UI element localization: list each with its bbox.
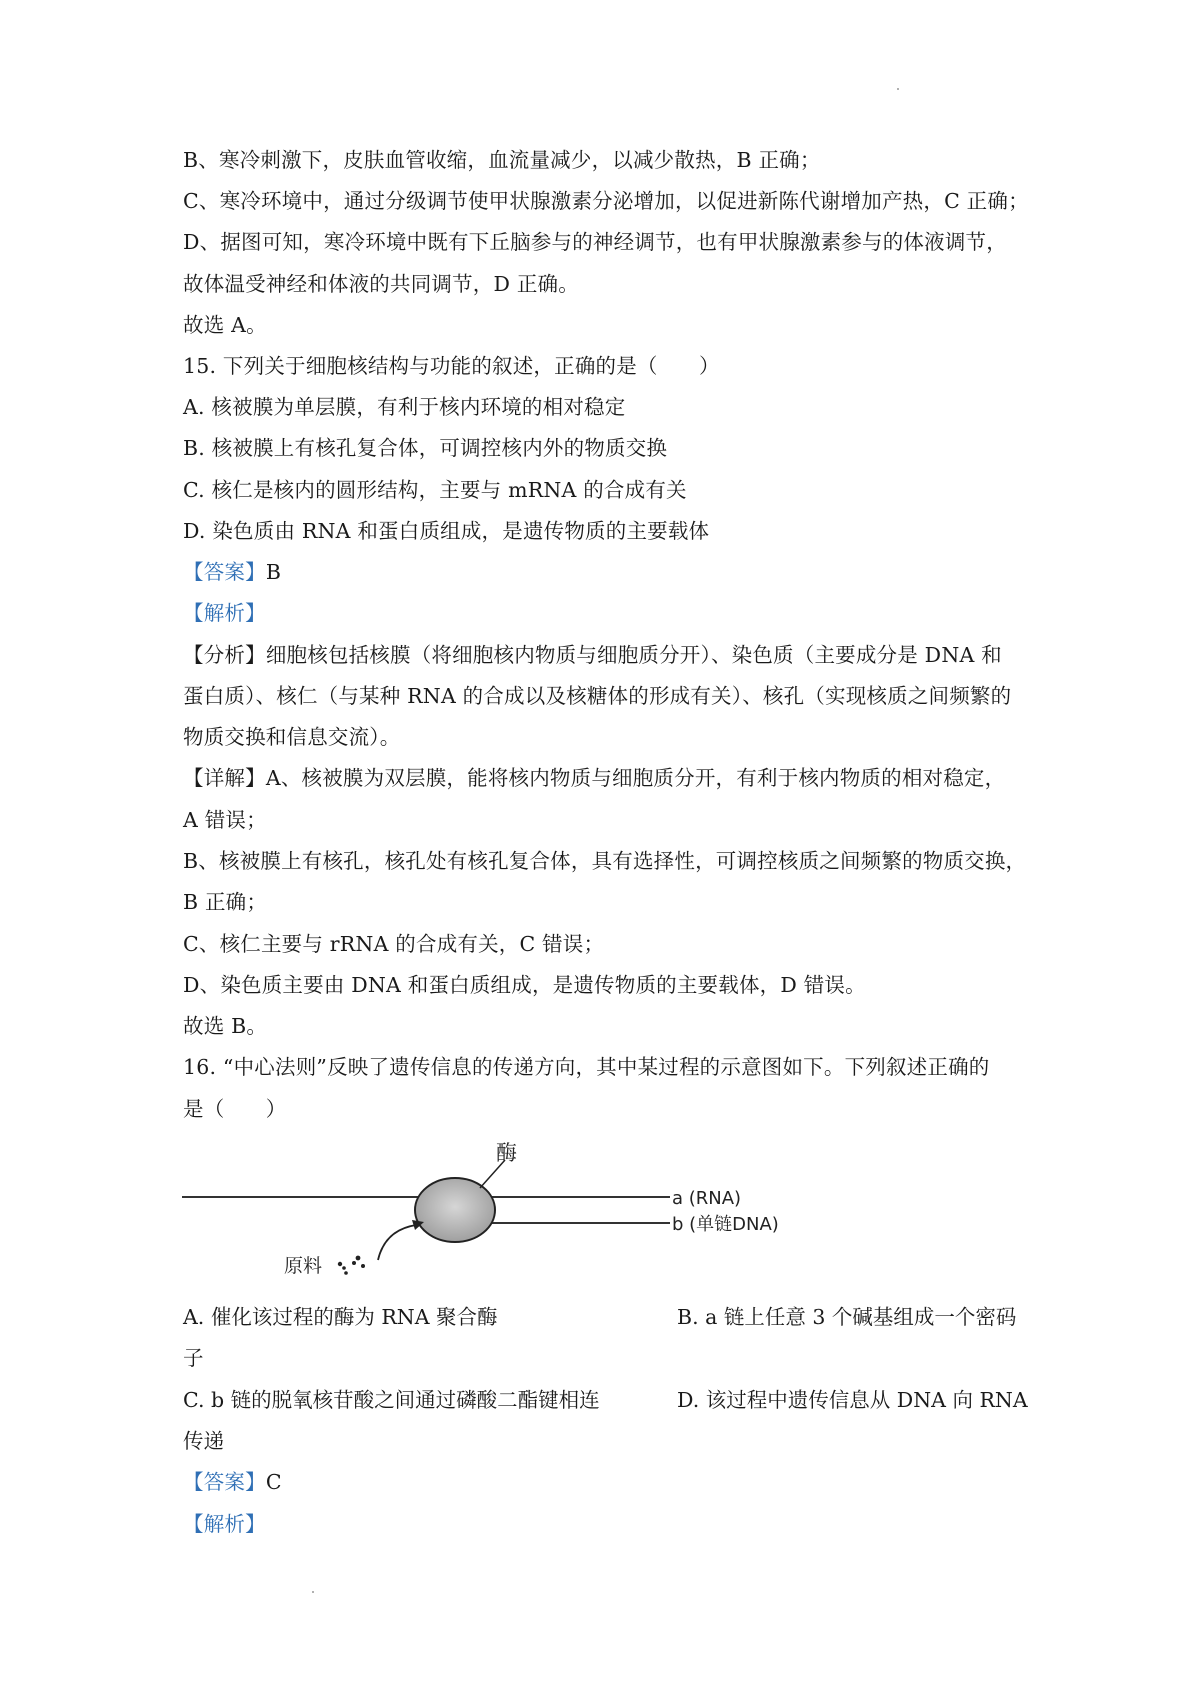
xiangjie-text: A、核被膜为双层膜，能将核内物质与细胞质分开，有利于核内物质的相对稳定，: [265, 766, 1006, 790]
scan-dot: [897, 88, 899, 90]
q15-xiangjie-line: A 错误；: [183, 808, 267, 832]
text-line: 故体温受神经和体液的共同调节，D 正确。: [183, 272, 579, 296]
q15-option-a: A. 核被膜为单层膜，有利于核内环境的相对稳定: [183, 395, 626, 419]
q15-option-b: B. 核被膜上有核孔复合体，可调控核内外的物质交换: [183, 436, 668, 460]
q15-fenxi-line: [183, 641, 1043, 669]
q15-xiangjie-line: B 正确；: [183, 890, 268, 914]
q16-answer: [183, 1468, 1043, 1496]
answer-tag: 【答案】: [183, 560, 266, 584]
q15-xiangjie-line: 故选 B。: [183, 1014, 268, 1038]
text-line: D、据图可知，寒冷环境中既有下丘脑参与的神经调节，也有甲状腺激素参与的体液调节，: [183, 230, 1007, 254]
q15-answer: [183, 558, 1043, 586]
answer-value: B: [265, 560, 282, 584]
q15-xiangjie-line: [183, 764, 1043, 792]
q16-option-a: A. 催化该过程的酶为 RNA 聚合酶: [183, 1305, 498, 1329]
answer-tag: 【答案】: [183, 1470, 266, 1494]
question-16-stem: 16. “中心法则”反映了遗传信息的传递方向，其中某过程的示意图如下。下列叙述正确的: [183, 1055, 990, 1079]
q15-xiangjie-line: D、染色质主要由 DNA 和蛋白质组成，是遗传物质的主要载体，D 错误。: [183, 973, 866, 997]
jiexi-tag: 【解析】: [183, 601, 266, 625]
q15-xiangjie-line: B、核被膜上有核孔，核孔处有核孔复合体，具有选择性，可调控核质之间频繁的物质交换，: [183, 849, 1027, 873]
q16-option-d-continued: 传递: [183, 1429, 224, 1453]
enzyme-label: 酶: [496, 1141, 517, 1165]
text-line: C、寒冷环境中，通过分级调节使甲状腺激素分泌增加，以促进新陈代谢增加产热，C 正确；: [183, 189, 1029, 213]
strand-a-label: a (RNA): [672, 1188, 742, 1209]
xiangjie-tag: 【详解】: [183, 766, 266, 790]
material-arrow: [378, 1225, 416, 1260]
question-15-stem: 15. 下列关于细胞核结构与功能的叙述，正确的是（ ）: [183, 354, 720, 378]
text-line: 故选 A。: [183, 313, 267, 337]
q15-option-d: D. 染色质由 RNA 和蛋白质组成，是遗传物质的主要载体: [183, 519, 710, 543]
q16-jiexi: [183, 1510, 1043, 1538]
q15-option-c: C. 核仁是核内的圆形结构，主要与 mRNA 的合成有关: [183, 478, 687, 502]
scan-dot: [312, 1591, 314, 1593]
fenxi-tag: 【分析】: [183, 643, 266, 667]
q16-option-d: D. 该过程中遗传信息从 DNA 向 RNA: [677, 1388, 1028, 1412]
q15-xiangjie-line: C、核仁主要与 rRNA 的合成有关，C 错误；: [183, 932, 605, 956]
q15-fenxi-line: 蛋白质）、核仁（与某种 RNA 的合成以及核糖体的形成有关）、核孔（实现核质之间频繁的: [183, 684, 1012, 708]
jiexi-tag: 【解析】: [183, 1512, 266, 1536]
enzyme-ellipse: [415, 1178, 495, 1242]
q15-jiexi: [183, 599, 1043, 627]
q16-option-c: C. b 链的脱氧核苷酸之间通过磷酸二酯键相连: [183, 1388, 600, 1412]
q16-option-b: B. a 链上任意 3 个碱基组成一个密码: [677, 1305, 1017, 1329]
text-line: B、寒冷刺激下，皮肤血管收缩，血流量减少，以减少散热，B 正确；: [183, 148, 821, 172]
fenxi-text: 细胞核包括核膜（将细胞核内物质与细胞质分开）、染色质（主要成分是 DNA 和: [265, 643, 1002, 667]
material-label: 原料: [284, 1255, 323, 1277]
material-molecules-icon: [338, 1256, 365, 1275]
question-16-stem: 是（ ）: [183, 1097, 287, 1121]
strand-b-label: b (单链DNA): [672, 1214, 779, 1235]
transcription-diagram: [180, 1138, 800, 1278]
q16-option-b-continued: 子: [183, 1346, 204, 1370]
answer-value: C: [265, 1470, 282, 1494]
q15-fenxi-line: 物质交换和信息交流）。: [183, 725, 401, 749]
